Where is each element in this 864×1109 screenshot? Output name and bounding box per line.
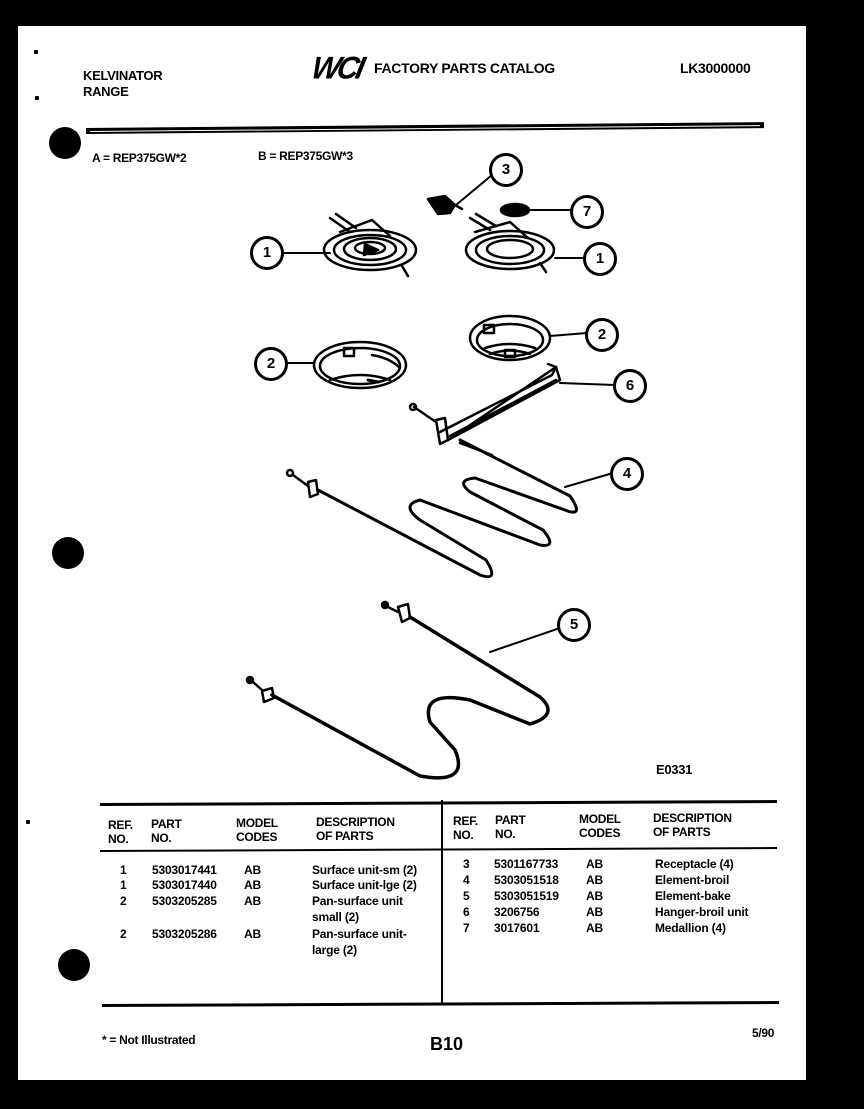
- desc-cell-cont: large (2): [312, 943, 357, 957]
- header-ref-no: REF. NO.: [108, 818, 133, 846]
- bake-element-illustration: [247, 602, 548, 778]
- callout-1-left: 1: [250, 236, 284, 270]
- part-cell: 5303051519: [494, 889, 559, 903]
- codes-cell: AB: [586, 857, 603, 871]
- desc-cell: Element-broil: [655, 873, 730, 887]
- ref-cell: 4: [463, 873, 470, 887]
- part-cell: 5303051518: [494, 873, 559, 887]
- header-model-codes-right: MODEL CODES: [579, 812, 621, 840]
- page-number: B10: [430, 1034, 464, 1054]
- callout-1-right: 1: [583, 242, 617, 276]
- codes-cell: AB: [586, 873, 603, 887]
- part-cell: 3206756: [494, 905, 540, 919]
- hanger-broil-unit-illustration: [410, 364, 560, 455]
- callout-4: 4: [610, 457, 644, 491]
- model-a-label: A = REP375GW*2: [92, 151, 187, 165]
- part-cell: 5303017441: [152, 863, 217, 877]
- ref-cell: 2: [120, 894, 127, 908]
- desc-cell-cont: small (2): [312, 910, 359, 924]
- pan-small-illustration: [314, 342, 406, 388]
- codes-cell: AB: [586, 889, 603, 903]
- header-description: DESCRIPTION OF PARTS: [316, 815, 395, 843]
- leader-lines: [280, 175, 615, 652]
- ref-cell: 6: [463, 905, 470, 919]
- broil-element-illustration: [287, 440, 576, 577]
- callout-3: 3: [489, 153, 523, 187]
- desc-cell: Pan-surface unit: [312, 894, 403, 908]
- codes-cell: AB: [244, 927, 261, 941]
- desc-cell: Pan-surface unit-: [312, 927, 407, 941]
- header-description-right: DESCRIPTION OF PARTS: [653, 811, 732, 839]
- model-b-label: B = REP375GW*3: [258, 149, 353, 163]
- desc-cell: Receptacle (4): [655, 857, 734, 871]
- header-part-no: PART NO.: [151, 817, 182, 845]
- revision-date: 5/90: [752, 1026, 775, 1040]
- part-cell: 5303017440: [152, 878, 217, 892]
- medallion-illustration: [501, 204, 529, 216]
- header-model-codes: MODEL CODES: [236, 816, 278, 844]
- desc-cell: Hanger-broil unit: [655, 905, 749, 919]
- catalog-title: FACTORY PARTS CATALOG: [374, 60, 555, 76]
- callout-7: 7: [570, 195, 604, 229]
- ref-cell: 1: [120, 863, 127, 877]
- part-cell: 5303205286: [152, 927, 217, 941]
- ref-cell: 5: [463, 889, 470, 903]
- part-cell: 5301167733: [494, 857, 559, 871]
- codes-cell: AB: [244, 863, 261, 877]
- desc-cell: Medallion (4): [655, 921, 726, 935]
- wci-logo-text: WCI: [308, 51, 366, 86]
- table-column-divider: [441, 800, 443, 1005]
- codes-cell: AB: [586, 905, 603, 919]
- callout-2-right: 2: [585, 318, 619, 352]
- part-cell: 3017601: [494, 921, 540, 935]
- ref-cell: 3: [463, 857, 470, 871]
- pan-large-illustration: [470, 316, 550, 360]
- codes-cell: AB: [244, 878, 261, 892]
- part-cell: 5303205285: [152, 894, 217, 908]
- callout-2-left: 2: [254, 347, 288, 381]
- ref-cell: 1: [120, 878, 127, 892]
- codes-cell: AB: [586, 921, 603, 935]
- surface-unit-small-illustration: [324, 214, 416, 276]
- figure-id: E0331: [656, 762, 693, 777]
- product-label: RANGE: [83, 84, 129, 99]
- desc-cell: Element-bake: [655, 889, 731, 903]
- surface-unit-large-illustration: [466, 214, 554, 272]
- callout-6: 6: [613, 369, 647, 403]
- desc-cell: Surface unit-sm (2): [312, 863, 417, 877]
- desc-cell: Surface unit-lge (2): [312, 878, 417, 892]
- ref-cell: 2: [120, 927, 127, 941]
- catalog-number: LK3000000: [680, 60, 751, 76]
- callout-5: 5: [557, 608, 591, 642]
- codes-cell: AB: [244, 894, 261, 908]
- header-part-no-right: PART NO.: [495, 813, 526, 841]
- ref-cell: 7: [463, 921, 470, 935]
- not-illustrated-note: * = Not Illustrated: [102, 1033, 196, 1047]
- header-ref-no-right: REF. NO.: [453, 814, 478, 842]
- brand-label: KELVINATOR: [83, 68, 163, 83]
